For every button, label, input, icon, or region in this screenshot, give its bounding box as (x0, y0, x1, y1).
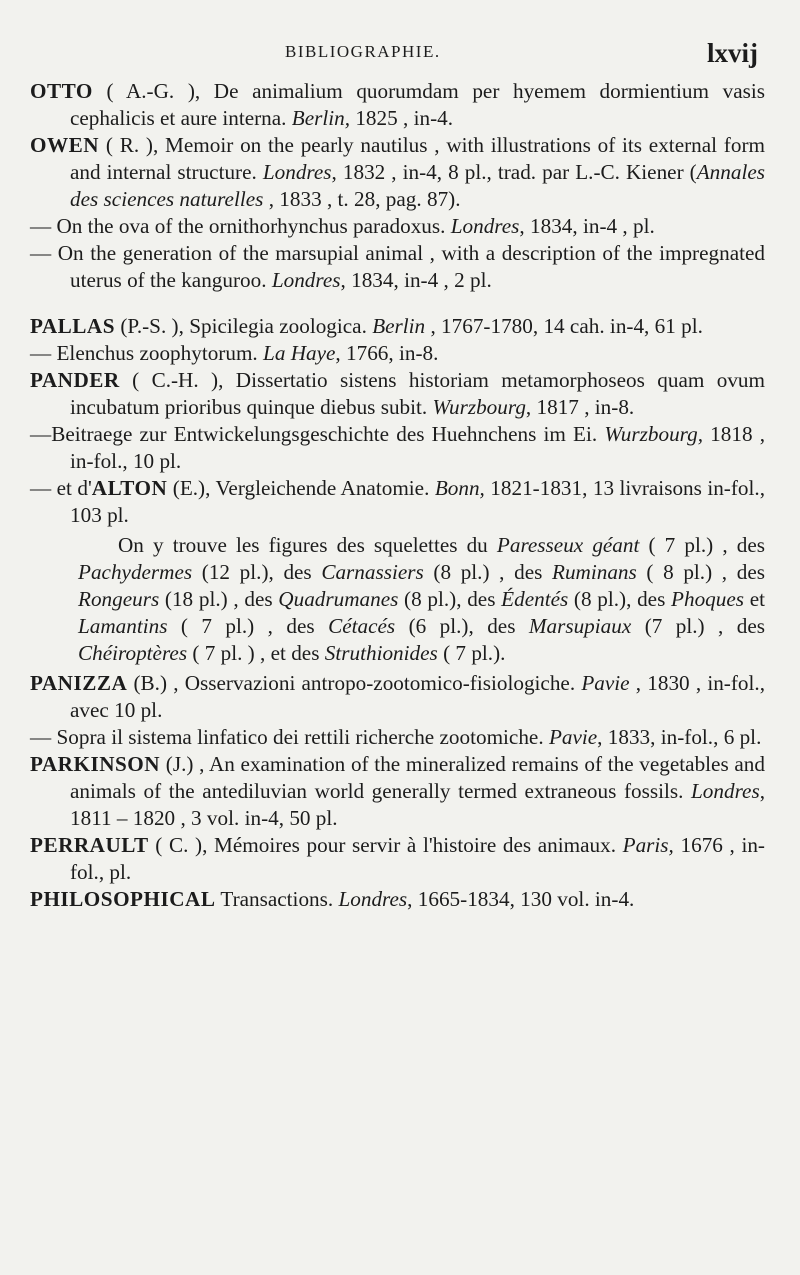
entry-text: 1676 , in-fol., pl. (70, 833, 765, 884)
place: Londres (691, 779, 760, 803)
entry-text: , 1665-1834, 130 vol. in-4. (407, 887, 635, 911)
note-taxon: Carnassiers (321, 560, 424, 584)
place: Londres (262, 160, 332, 184)
page-header (0, 38, 800, 78)
entry-otto (30, 78, 765, 132)
entry-text: 1821-1831, 13 livraisons in-fol., 103 pl. (70, 476, 765, 527)
entry-text: On the generation of the marsupial animal , with a description of the impregnated uterus of the kanguroo. (51, 241, 765, 292)
entry-perrault (30, 832, 765, 886)
note-text: (6 pl.), des (395, 614, 529, 638)
note-taxon: Cétacés (328, 614, 396, 638)
note-taxon: Struthionides (324, 641, 438, 665)
note-taxon: Phoques (671, 587, 744, 611)
author-name: OWEN (30, 133, 100, 157)
entry-text: Elenchus zoophytorum. (51, 341, 264, 365)
entry-text: Beitraege zur Entwickelungsgeschichte des Huehnchens im Ei. (51, 422, 605, 446)
note-taxon: Édentés (501, 587, 569, 611)
place: Londres (271, 268, 341, 292)
author-name: PANIZZA (30, 671, 128, 695)
entry-text: ( C. ), Mémoires pour servir à l'histoire des animaux. (148, 833, 623, 857)
author-name: PHILOSOPHICAL (30, 887, 216, 911)
entry-text: , 1817 , in-8. (525, 395, 635, 419)
note-taxon: Marsupiaux (528, 614, 632, 638)
author-name: PANDER (30, 368, 120, 392)
entry-panizza-2 (30, 724, 765, 751)
place: Londres (450, 214, 520, 238)
entry-pander-2 (30, 421, 765, 475)
place: La Haye (263, 341, 336, 365)
place: Londres (338, 887, 408, 911)
note-text: ( 7 pl.) , des (167, 614, 329, 638)
place: Berlin (372, 314, 426, 338)
running-head: BIBLIOGRAPHIE. (285, 42, 441, 61)
section-gap (30, 294, 765, 313)
entry-owen-3 (30, 240, 765, 294)
entry-text: ( R. ), Memoir on the pearly nautilus , with illustrations of its external form and internal structure. (70, 133, 765, 184)
entry-text: , 1833 , t. 28, pag. 87). (263, 187, 461, 211)
note-taxon: Quadrumanes (278, 587, 399, 611)
note-taxon: Ruminans (552, 560, 637, 584)
entry-text: ( C.-H. ), Dissertatio sistens historiam metamorphoseos quam ovum incubatum prioribus quinque diebus subit. (70, 368, 765, 419)
entry-panizza (30, 670, 765, 724)
entry-pallas (30, 313, 765, 340)
entry-text: (P.-S. ), Spicilegia zoologica. (115, 314, 373, 338)
note-text: ( 7 pl. ) , et des (187, 641, 325, 665)
entry-text: , 1834, in-4 , pl. (519, 214, 655, 238)
ditto-dash: — (30, 422, 52, 446)
entry-text: 1818 , in-fol., 10 pl. (70, 422, 765, 473)
place: Pavie (548, 725, 598, 749)
entry-parkinson (30, 751, 765, 832)
entry-pander (30, 367, 765, 421)
author-name: PALLAS (30, 314, 116, 338)
place: Wurzbourg, (604, 422, 704, 446)
note-text: ( 7 pl.). (437, 641, 506, 665)
entry-text: (E.), Vergleichende Anatomie. (167, 476, 435, 500)
entry-pander-3 (30, 475, 765, 529)
note-text: et (744, 587, 765, 611)
note-taxon: Chéiroptères (78, 641, 188, 665)
ditto-dash: — (30, 476, 52, 500)
entry-text: , 1833, in-fol., 6 pl. (597, 725, 762, 749)
entry-owen (30, 132, 765, 213)
author-name: OTTO (30, 79, 93, 103)
bibliography-text (30, 78, 765, 913)
entry-text: , 1766, in-8. (335, 341, 439, 365)
note-text: (18 pl.) , des (159, 587, 279, 611)
note-text: (7 pl.) , des (631, 614, 765, 638)
place: Wurzbourg (432, 395, 526, 419)
entry-text: , 1830 , in-fol., avec 10 pl. (70, 671, 765, 722)
note-text: (8 pl.), des (568, 587, 672, 611)
entry-text: Sopra il sistema linfatico dei rettili richerche zootomiche. (51, 725, 549, 749)
coauthor-name: ALTON (91, 476, 168, 500)
note-taxon: Lamantins (78, 614, 168, 638)
journal-title: Annales des sciences naturelles (70, 160, 765, 211)
author-name: PARKINSON (30, 752, 161, 776)
entry-text: , 1834, in-4 , 2 pl. (340, 268, 492, 292)
ditto-dash: — (30, 341, 52, 365)
entry-pallas-2 (30, 340, 765, 367)
entry-text: ( A.-G. ), De animalium quorumdam per hyemem dormientium vasis cephalicis et aure interna. (70, 79, 765, 130)
place: Pavie (581, 671, 630, 695)
entry-text: Transactions. (215, 887, 339, 911)
note-taxon: Pachydermes (78, 560, 193, 584)
entry-text: (J.) , An examination of the mineralized remains of the vegetables and animals of the antediluvian world generally termed extraneous fossils. (70, 752, 765, 803)
note-text: On y trouve les figures des squelettes du (118, 533, 497, 557)
entry-text: On the ova of the ornithorhynchus paradoxus. (51, 214, 451, 238)
place: Bonn, (434, 476, 485, 500)
note-text: (8 pl.), des (398, 587, 502, 611)
ditto-dash: — (30, 214, 52, 238)
note-text: (8 pl.) , des (423, 560, 552, 584)
entry-text: 1825 , in-4. (350, 106, 454, 130)
note-text: (12 pl.), des (192, 560, 322, 584)
entry-note (78, 532, 765, 667)
author-name: PERRAULT (30, 833, 149, 857)
ditto-dash: — (30, 725, 52, 749)
page-number: lxvij (707, 38, 758, 68)
entry-philosophical (30, 886, 765, 913)
place: Berlin, (291, 106, 351, 130)
entry-text: , 1832 , in-4, 8 pl., trad. par L.-C. Kiener ( (331, 160, 697, 184)
entry-text: et d' (51, 476, 92, 500)
entry-text: , 1767-1780, 14 cah. in-4, 61 pl. (425, 314, 703, 338)
entry-text: (B.) , Osservazioni antropo-zootomico-fisiologiche. (127, 671, 582, 695)
note-text: ( 8 pl.) , des (636, 560, 765, 584)
entry-text: , 1811 – 1820 , 3 vol. in-4, 50 pl. (70, 779, 765, 830)
note-taxon: Rongeurs (78, 587, 160, 611)
note-taxon: Paresseux géant (496, 533, 640, 557)
place: Paris, (622, 833, 674, 857)
entry-owen-2 (30, 213, 765, 240)
ditto-dash: — (30, 241, 52, 265)
note-text: ( 7 pl.) , des (639, 533, 765, 557)
